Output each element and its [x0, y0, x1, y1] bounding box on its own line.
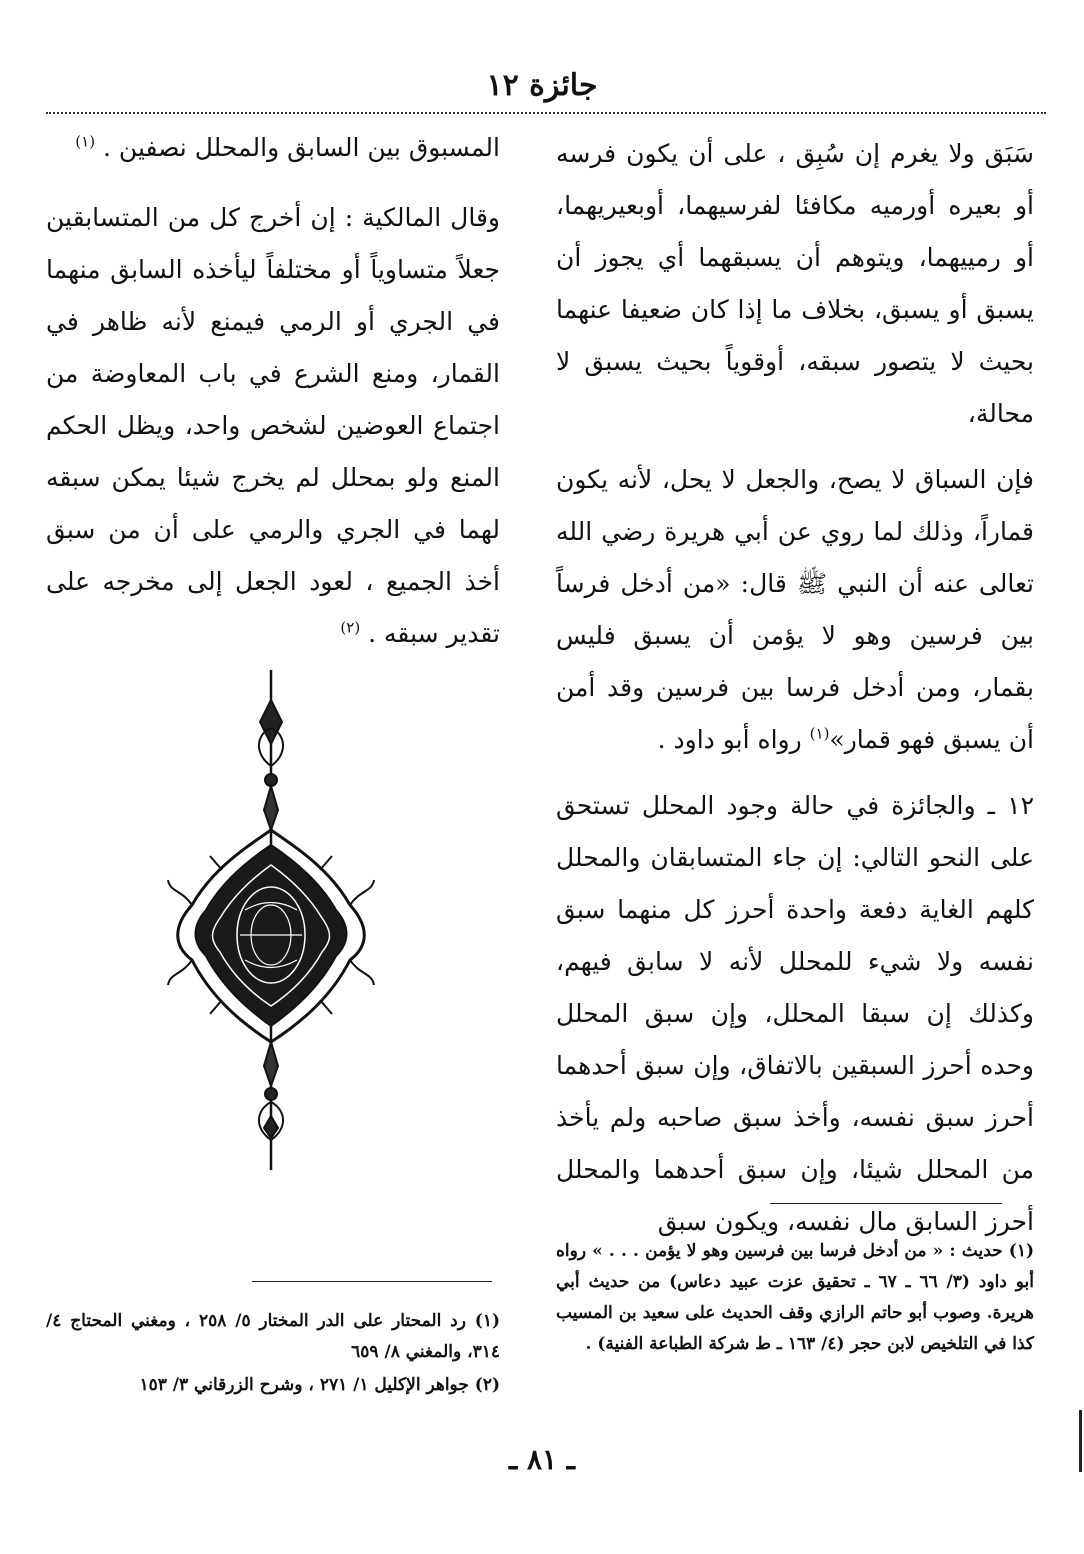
left-paragraph [46, 192, 500, 660]
page-number: ـ ٨١ ـ [509, 1443, 575, 1476]
footnote-marker: (١) [75, 132, 96, 151]
right-paragraph-2 [556, 454, 1034, 766]
footnote-separator [252, 1281, 492, 1282]
footnote-item: (١) رد المحتار على الدر المختار ٥/ ٢٥٨ ، ومغني المحتاج ٤/ ٣١٤، والمغني ٨/ ٦٥٩ [46, 1311, 500, 1362]
header-dotted-rule [46, 112, 1046, 114]
right-paragraph-2-tail: رواه أبو داود . [657, 725, 810, 754]
footnotes-right [556, 1236, 1034, 1362]
right-column [556, 128, 1034, 1262]
right-paragraph-1: سَبَق ولا يغرم إن سُبِق ، على أن يكون فرسه أو بعيره أورميه مكافئا لفرسيهما، أوبعيريهما، أو رمييهما، ويتوهم أن يسبقهما أي يجوز أن يسبق أو يسبق، بخلاف ما إذا كان ضعيفا عنهما بحيث لا يتصور سبقه، أوقوياً بحيث يسبق لا محالة، [556, 139, 1034, 428]
header-title: جائزة ١٢ [486, 68, 598, 103]
left-column [46, 122, 500, 674]
footnotes-left [46, 1306, 500, 1403]
left-paragraph-text: وقال المالكية : إن أخرج كل من المتسابقين جعلاً متساوياً أو مختلفاً ليأخذه السابق منهما في الجري أو الرمي فيمنع لأنه ظاهر في القمار، ومنع الشرع في باب المعاوضة من اجتماع العوضين لشخص واحد، ويظل الحكم المنع ولو بمحلل لم يخرج شيئا يمكن سبقه لهما في الجري والرمي على أن من سبق أخذ الجميع ، لعود الجعل إلى مخرجه على تقدير سبقه . [46, 203, 500, 648]
footnote-item: (٢) جواهر الإكليل ١/ ٢٧١ ، وشرح الزرقاني ٣/ ١٥٣ [139, 1375, 500, 1395]
footnote-marker: (١) [809, 724, 830, 743]
footnote-separator [770, 1203, 1002, 1204]
right-paragraph-2-text: فإن السباق لا يصح، والجعل لا يحل، لأنه يكون قماراً، وذلك لما روي عن أبي هريرة رضي الله تعالى عنه أن النبي ﷺ قال: «من أدخل فرساً بين فرسين وهو لا يؤمن أن يسبق فليس بقمار، ومن أدخل فرسا بين فرسين وقد أمن أن يسبق فهو قمار» [556, 465, 1034, 754]
page-header [0, 68, 1084, 103]
left-first-line [46, 122, 500, 174]
footnote-item: (١) حديث : « من أدخل فرسا بين فرسين وهو لا يؤمن . . . » رواه أبو داود (٣/ ٦٦ ـ ٦٧ ـ تحقيق عزت عبيد دعاس) من حديث أبي هريرة. وصوب أبو حاتم الرازي وقف الحديث على سعيد بن المسيب كذا في التلخيص لابن حجر (٤/ ١٦٣ ـ ط شركة الطباعة الفنية) . [556, 1241, 1034, 1354]
left-first-line-text: المسبوق بين السابق والمحلل نصفين . [103, 133, 500, 162]
footnote-marker: (٢) [340, 618, 361, 637]
right-paragraph-3: ١٢ ـ والجائزة في حالة وجود المحلل تستحق على النحو التالي: إن جاء المتسابقان والمحلل كلهم الغاية دفعة واحدة أحرز كل منهما سبق نفسه ولا شيء للمحلل لأنه لا سابق فيهم، وكذلك إن سبقا المحلل، وإن سبق المحلل وحده أحرز السبقين بالاتفاق، وإن سبق أحدهما أحرز سبق نفسه، وأخذ سبق صاحبه ولم يأخذ من المحلل شيئا، وإن سبق أحدهما والمحلل أحرز السابق مال نفسه، ويكون سبق [556, 791, 1034, 1236]
arabesque-ornament-icon [160, 670, 382, 1170]
scan-edge-mark [1079, 1410, 1082, 1472]
